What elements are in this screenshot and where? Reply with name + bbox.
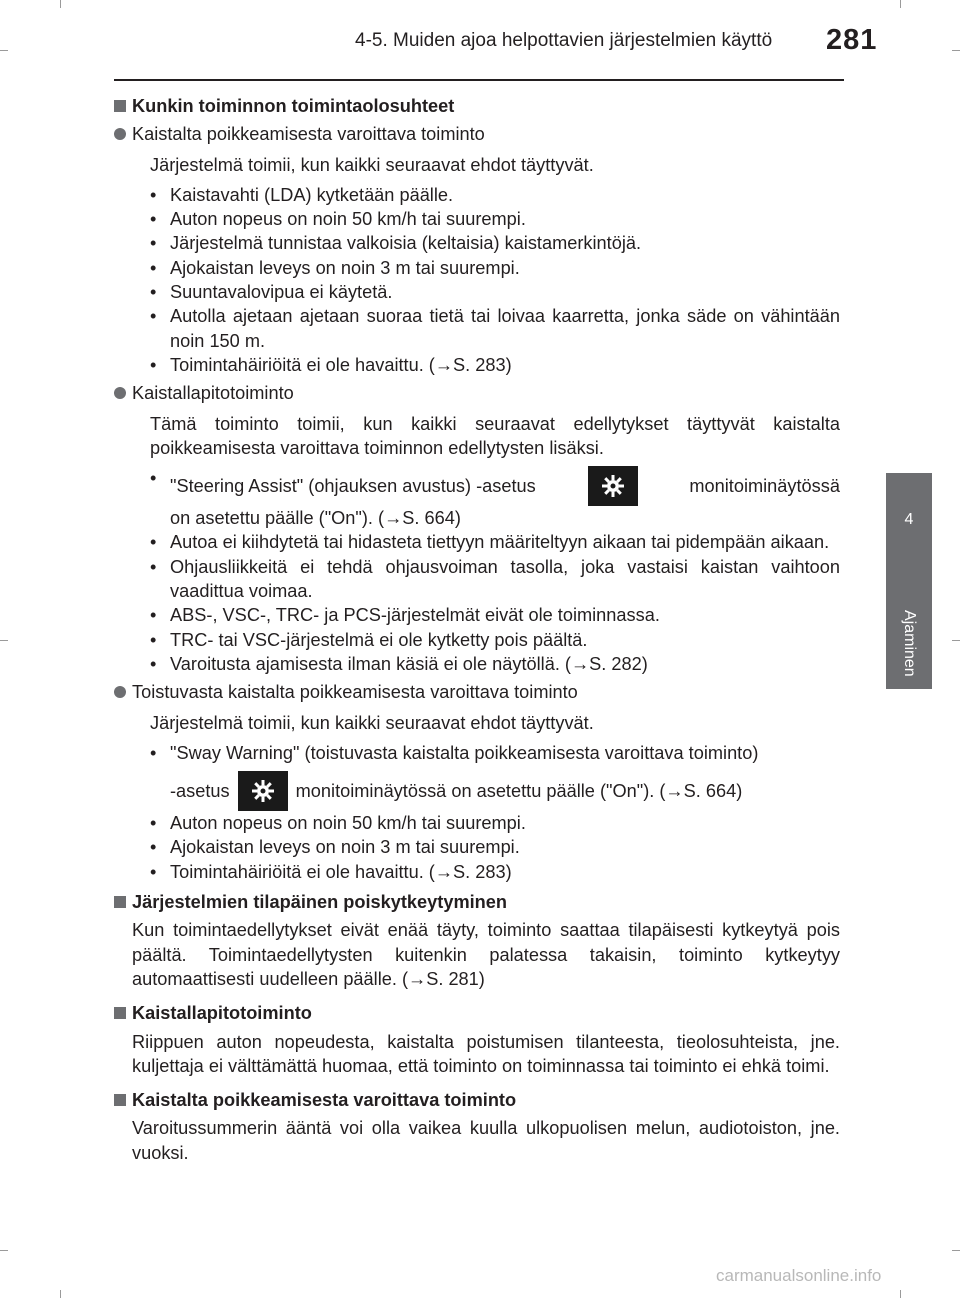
crop-mark xyxy=(952,1250,960,1251)
page-number: 281 xyxy=(826,24,878,56)
condition-list xyxy=(114,741,840,884)
page-content xyxy=(114,90,840,1165)
paragraph: Varoitussummerin ääntä voi olla vaikea kuulla ulkopuolisen melun, audiotoiston, jne. vuoksi. xyxy=(132,1118,840,1163)
list-item: • Ohjausliikkeitä ei tehdä ohjausvoiman tasolla, joka vastaisi kaistan vaihtoon vaadittua voimaa. xyxy=(150,555,840,604)
crop-mark xyxy=(900,1290,901,1298)
circle-bullet-icon xyxy=(114,128,126,140)
crop-mark xyxy=(60,1290,61,1298)
section-heading: Järjestelmien tilapäinen poiskytkeytyminen xyxy=(114,890,840,914)
list-item: • Toimintahäiriöitä ei ole havaittu. (→S. 283) xyxy=(150,860,840,884)
chapter-label: Ajaminen xyxy=(901,610,918,677)
gear-icon xyxy=(238,771,288,811)
paragraph: Tämä toiminto toimii, kun kaikki seuraavat edellytykset täyttyvät kaistalta poikkeamisesta varoittava toiminnon edellytysten lisäksi. xyxy=(150,413,840,458)
paragraph: Kun toimintaedellytykset eivät enää täyty, toiminto saattaa tilapäisesti kytkeytyä pois päältä. Toimintaedellytysten kuitenkin palatessa takaisin, toiminto kytkeytyy automaattisesti uudelleen päälle. (→S. 281) xyxy=(132,920,840,989)
crop-mark xyxy=(0,640,8,641)
square-bullet-icon xyxy=(114,896,126,908)
section-heading: Kaistalta poikkeamisesta varoittava toiminto xyxy=(114,1088,840,1112)
section-heading: Kaistallapitotoiminto xyxy=(114,1001,840,1025)
crop-mark xyxy=(952,50,960,51)
watermark: carmanualsonline.info xyxy=(716,1266,882,1285)
list-item: • Autolla ajetaan ajetaan suoraa tietä tai loivaa kaarretta, jonka säde on vähintään noin 150 m. xyxy=(150,304,840,353)
subsection-heading: Toistuvasta kaistalta poikkeamisesta varoittava toiminto xyxy=(114,680,840,704)
crop-mark xyxy=(900,0,901,8)
circle-bullet-icon xyxy=(114,387,126,399)
crop-mark xyxy=(952,640,960,641)
chapter-tab xyxy=(886,473,932,689)
paragraph: Riippuen auton nopeudesta, kaistalta poistumisen tilanteesta, tieolosuhteista, jne. kuljettaja ei välttämättä huomaa, että toiminto on toiminnassa tai toiminto ei ehkä toimi. xyxy=(132,1031,840,1076)
paragraph: Järjestelmä toimii, kun kaikki seuraavat ehdot täyttyvät. xyxy=(150,154,594,175)
crop-mark xyxy=(0,1250,8,1251)
subsection-heading: Kaistallapitotoiminto xyxy=(114,381,840,405)
list-item: • "Sway Warning" (toistuvasta kaistalta poikkeamisesta varoittava toiminto) -asetus monitoiminäytössä on asetettu päälle ("On"). (→S. 664) xyxy=(150,741,840,811)
subsection-heading: Kaistalta poikkeamisesta varoittava toiminto xyxy=(114,122,840,146)
square-bullet-icon xyxy=(114,1094,126,1106)
list-item: • Kaistavahti (LDA) kytketään päälle. xyxy=(150,183,840,207)
crop-mark xyxy=(60,0,61,8)
condition-list xyxy=(114,183,840,377)
list-item: • Toimintahäiriöitä ei ole havaittu. (→S. 283) xyxy=(150,353,840,377)
list-item: • Autoa ei kiihdytetä tai hidasteta tiettyyn määriteltyyn aikaan tai pidempään aikaan. xyxy=(150,530,840,554)
square-bullet-icon xyxy=(114,100,126,112)
list-item: • Ajokaistan leveys on noin 3 m tai suurempi. xyxy=(150,835,840,859)
section-title: 4-5. Muiden ajoa helpottavien järjestelmien käyttö xyxy=(355,30,773,51)
chapter-number: 4 xyxy=(904,511,914,528)
list-item: • "Steering Assist" (ohjauksen avustus) -asetus monitoiminäytössä on asetettu päälle ("On"). (→S. 664) xyxy=(150,466,840,530)
square-bullet-icon xyxy=(114,1007,126,1019)
paragraph: Järjestelmä toimii, kun kaikki seuraavat ehdot täyttyvät. xyxy=(150,712,594,733)
condition-list xyxy=(114,466,840,676)
list-item: • Varoitusta ajamisesta ilman käsiä ei ole näytöllä. (→S. 282) xyxy=(150,652,840,676)
crop-mark xyxy=(0,50,8,51)
list-item: • Ajokaistan leveys on noin 3 m tai suurempi. xyxy=(150,256,840,280)
circle-bullet-icon xyxy=(114,686,126,698)
list-item: • Auton nopeus on noin 50 km/h tai suurempi. xyxy=(150,811,840,835)
list-item: • TRC- tai VSC-järjestelmä ei ole kytketty pois päältä. xyxy=(150,628,840,652)
header-rule xyxy=(114,79,844,81)
list-item: • Järjestelmä tunnistaa valkoisia (keltaisia) kaistamerkintöjä. xyxy=(150,231,840,255)
list-item: • Auton nopeus on noin 50 km/h tai suurempi. xyxy=(150,207,840,231)
section-heading: Kunkin toiminnon toimintaolosuhteet xyxy=(114,94,840,118)
gear-icon xyxy=(588,466,638,506)
list-item: • Suuntavalovipua ei käytetä. xyxy=(150,280,840,304)
list-item: • ABS-, VSC-, TRC- ja PCS-järjestelmät eivät ole toiminnassa. xyxy=(150,603,840,627)
